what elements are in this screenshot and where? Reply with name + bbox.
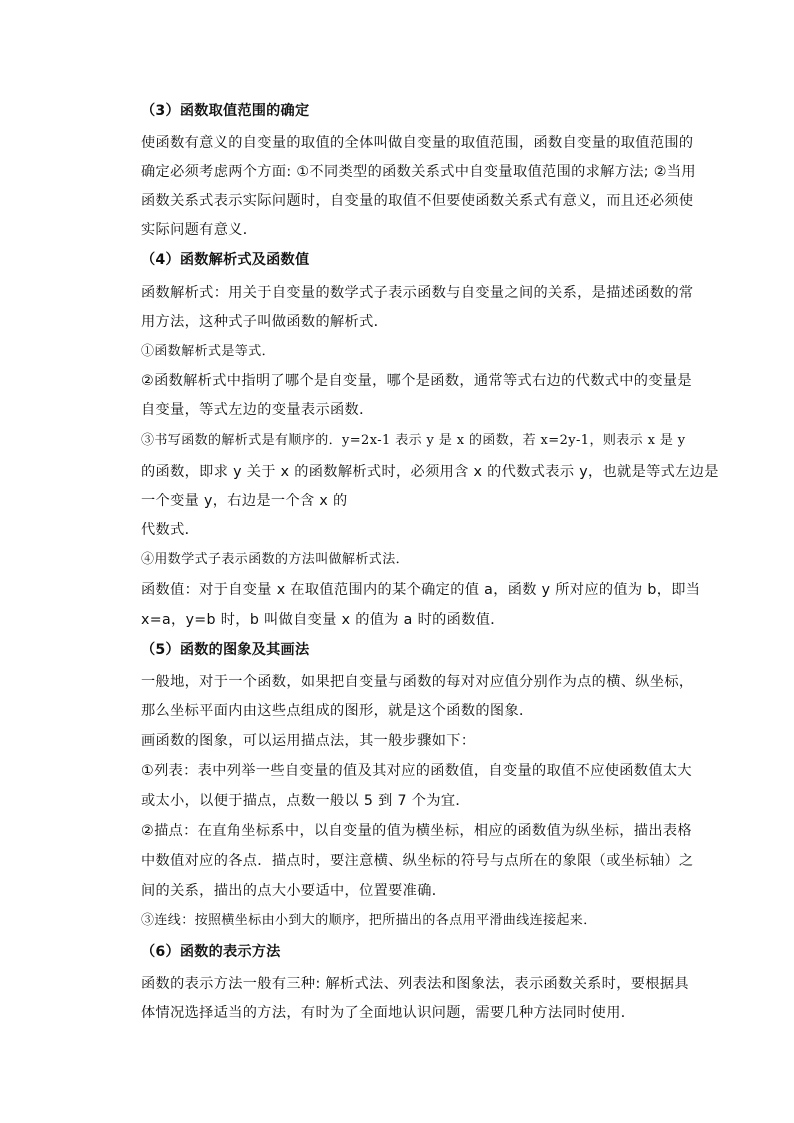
list-item: ①列表：表中列举一些自变量的值及其对应的函数值，自变量的取值不应使函数值太大 [141,763,692,779]
section-6-heading: （6）函数的表示方法 [141,944,281,960]
paragraph-line: 的函数，即求 y 关于 x 的函数解析式时，必须用含 x 的代数式表示 y，也就是等式左边是 [141,464,719,480]
list-item: ④用数学式子表示函数的方法叫做解析式法． [141,552,410,567]
paragraph-line: 代数式． [141,522,200,538]
list-item: ①函数解析式是等式． [141,344,276,359]
list-item: ③书写函数的解析式是有顺序的．y=2x-1 表示 y 是 x 的函数，若 x=2y-1，则表示 x 是 y [141,433,686,448]
paragraph-line: 中数值对应的各点．描点时，要注意横、纵坐标的符号与点所在的象限（或坐标轴）之 [141,853,694,869]
list-item: ②函数解析式中指明了哪个是自变量，哪个是函数，通常等式右边的代数式中的变量是 [141,373,692,389]
paragraph-line: 那么坐标平面内由这些点组成的图形，就是这个函数的图象． [141,703,534,719]
section-4-heading: （4）函数解析式及函数值 [141,252,310,268]
paragraph-line: 函数值：对于自变量 x 在取值范围内的某个确定的值 a，函数 y 所对应的值为 b，即当 [141,582,701,598]
paragraph-line: x=a，y=b 时，b 叫做自变量 x 的值为 a 时的函数值． [141,612,505,628]
list-item: ②描点：在直角坐标系中，以自变量的值为横坐标，相应的函数值为纵坐标，描出表格 [141,823,692,839]
paragraph-line: 实际问题有意义． [141,222,258,238]
paragraph-line: 确定必须考虑两个方面: ①不同类型的函数关系式中自变量取值范围的求解方法; ②当用 [141,164,696,180]
paragraph-line: 函数的表示方法一般有三种: 解析式法、列表法和图象法，表示函数关系时，要根据具 [141,976,689,992]
section-3-heading: （3）函数取值范围的确定 [141,103,310,119]
paragraph-line: 间的关系，描出的点大小要适中，位置要准确． [141,883,447,899]
section-5-heading: （5）函数的图象及其画法 [141,642,310,658]
paragraph-line: 函数解析式：用关于自变量的数学式子表示函数与自变量之间的关系，是描述函数的常 [141,285,694,301]
paragraph-line: 一个变量 y，右边是一个含 x 的 [141,493,348,509]
paragraph-line: 用方法，这种式子叫做函数的解析式． [141,314,389,330]
paragraph-line: 或太小，以便于描点，点数一般以 5 到 7 个为宜． [141,793,470,809]
paragraph-line: 自变量，等式左边的变量表示函数． [141,402,374,418]
paragraph-line: 函数关系式表示实际问题时，自变量的取值不但要使函数关系式有意义，而且还必须使 [141,193,694,209]
paragraph-line: 使函数有意义的自变量的取值的全体叫做自变量的取值范围，函数自变量的取值范围的 [141,135,694,151]
paragraph-line: 体情况选择适当的方法，有时为了全面地认识问题，需要几种方法同时使用． [141,1005,636,1021]
paragraph-line: 一般地，对于一个函数，如果把自变量与函数的每对对应值分别作为点的横、纵坐标， [141,674,694,690]
list-item: ③连线：按照横坐标由小到大的顺序，把所描出的各点用平滑曲线连接起来． [141,913,597,928]
paragraph-line: 画函数的图象，可以运用描点法，其一般步骤如下： [141,733,476,749]
